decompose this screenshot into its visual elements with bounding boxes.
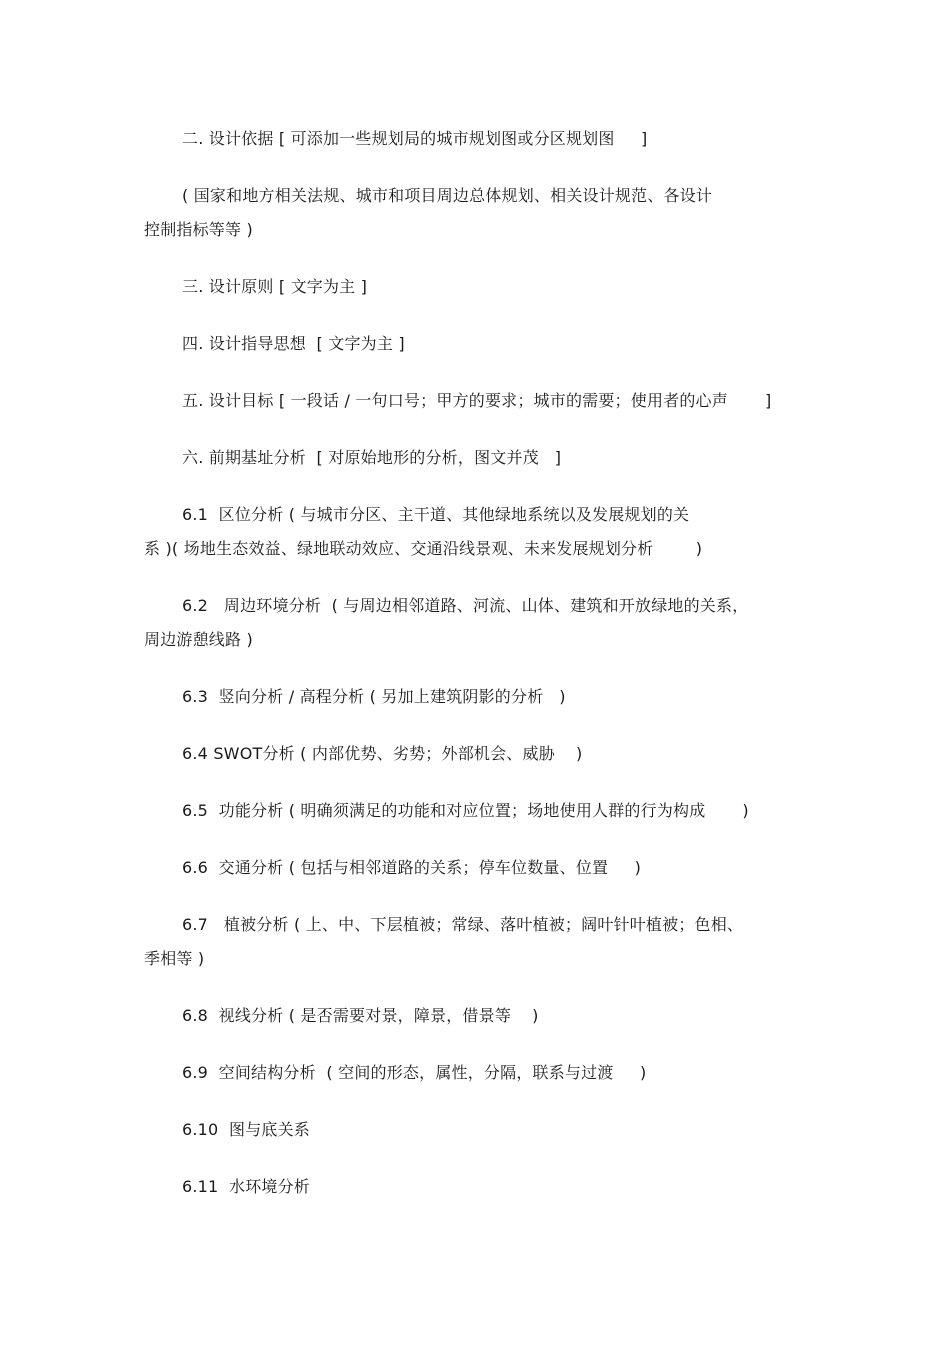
- item-6-2-line-2: 周边游憩线路 ): [144, 630, 253, 649]
- item-6-2-line-1: 6.2 周边环境分析 ( 与周边相邻道路、河流、山体、建筑和开放绿地的关系，: [182, 596, 749, 615]
- item-6-1-line-1: 6.1 区位分析 ( 与城市分区、主干道、其他绿地系统以及发展规划的关: [182, 505, 690, 524]
- item-6-10: 6.10 图与底关系: [182, 1120, 310, 1139]
- item-6-7-line-2: 季相等 ): [144, 949, 205, 968]
- item-6-3: 6.3 竖向分析 / 高程分析 ( 另加上建筑阴影的分析 ): [182, 687, 566, 706]
- item-6-5: 6.5 功能分析 ( 明确须满足的功能和对应位置；场地使用人群的行为构成 ): [182, 801, 749, 820]
- item-6-6: 6.6 交通分析 ( 包括与相邻道路的关系；停车位数量、位置 ): [182, 858, 642, 877]
- section-2-note-line-1: ( 国家和地方相关法规、城市和项目周边总体规划、相关设计规范、各设计: [182, 186, 713, 205]
- section-2-heading: 二. 设计依据 [ 可添加一些规划局的城市规划图或分区规划图 ]: [182, 129, 648, 148]
- item-6-11: 6.11 水环境分析: [182, 1177, 310, 1196]
- item-6-4: 6.4 SWOT分析 ( 内部优势、劣势；外部机会、威胁 ): [182, 744, 583, 763]
- section-4-heading: 四. 设计指导思想 [ 文字为主 ]: [182, 334, 405, 353]
- section-5-heading: 五. 设计目标 [ 一段话 / 一句口号；甲方的要求；城市的需要；使用者的心声 ]: [182, 391, 772, 410]
- item-6-1-line-2: 系 )( 场地生态效益、绿地联动效应、交通沿线景观、未来发展规划分析 ): [144, 539, 703, 558]
- section-2-note-line-2: 控制指标等等 ): [144, 220, 253, 239]
- item-6-9: 6.9 空间结构分析 ( 空间的形态，属性，分隔，联系与过渡 ): [182, 1063, 647, 1082]
- item-6-8: 6.8 视线分析 ( 是否需要对景，障景，借景等 ): [182, 1006, 539, 1025]
- item-6-7-line-1: 6.7 植被分析 ( 上、中、下层植被；常绿、落叶植被；阔叶针叶植被；色相、: [182, 915, 744, 934]
- section-3-heading: 三. 设计原则 [ 文字为主 ]: [182, 277, 368, 296]
- section-6-heading: 六. 前期基址分析 [ 对原始地形的分析，图文并茂 ]: [182, 448, 562, 467]
